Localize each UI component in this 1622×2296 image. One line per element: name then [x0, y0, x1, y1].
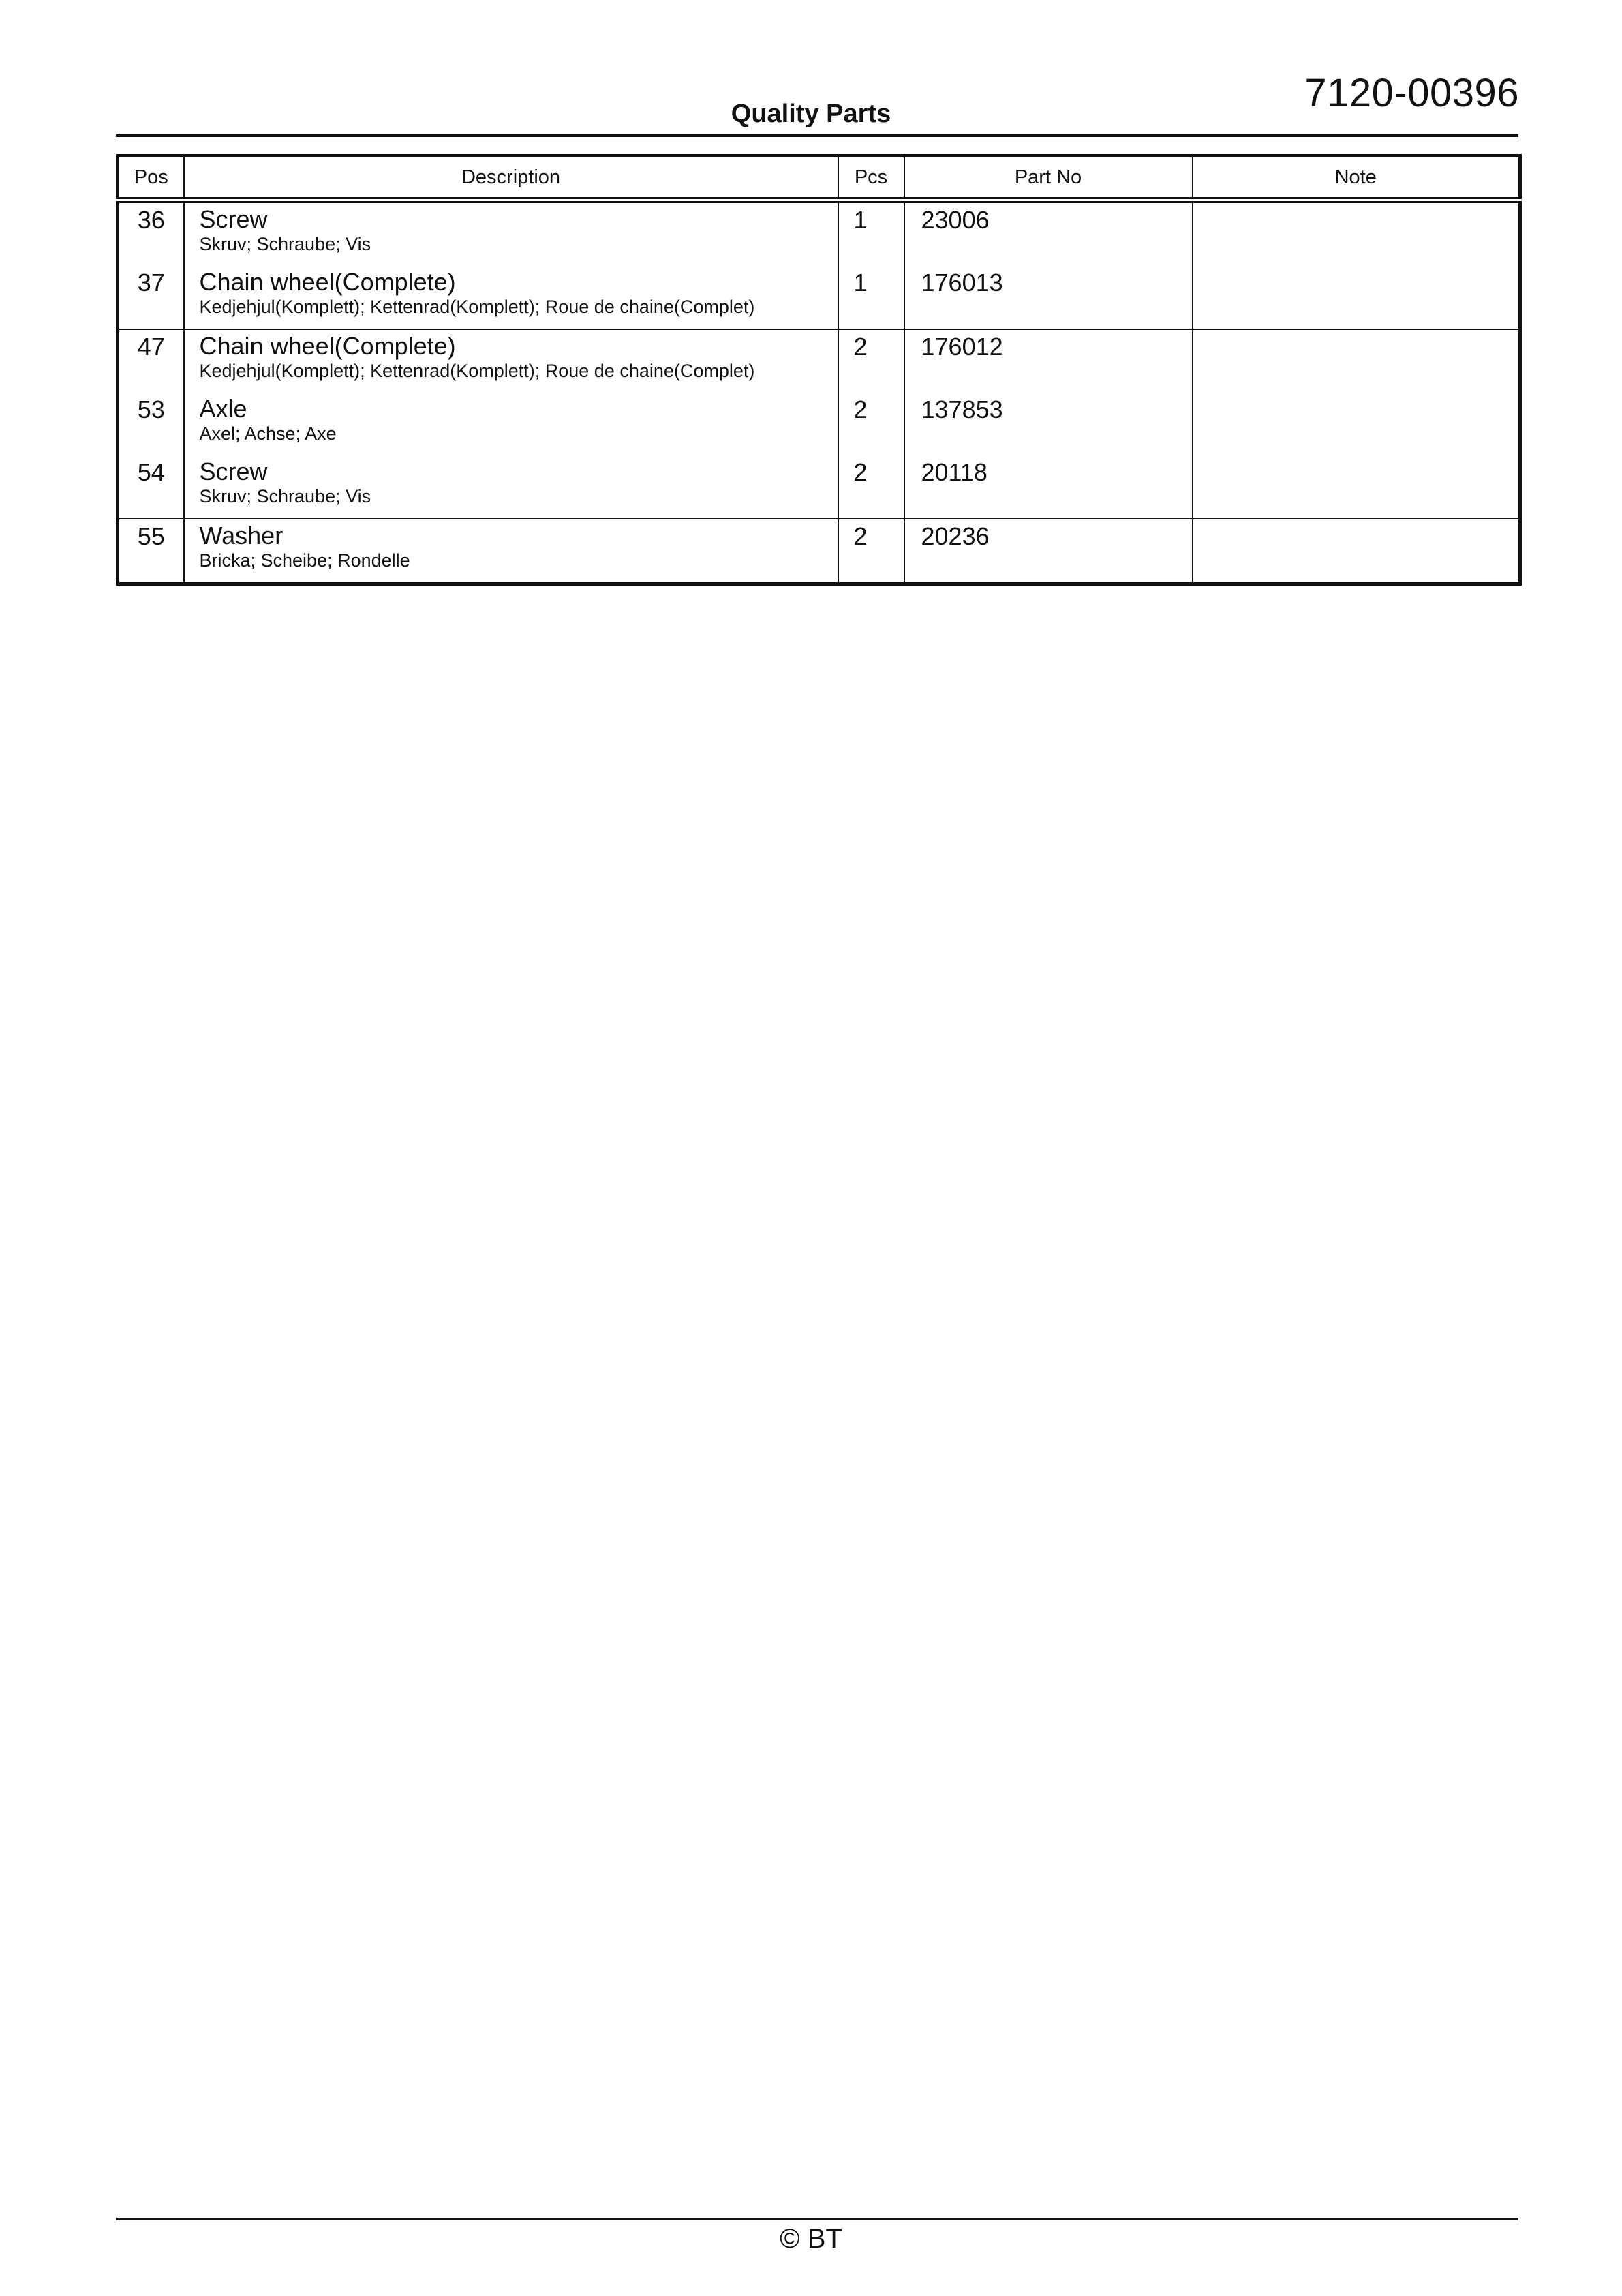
- cell-note: [1193, 519, 1520, 584]
- column-header-description: Description: [184, 156, 838, 200]
- cell-part-no: 176013: [904, 266, 1193, 329]
- cell-description: [184, 200, 838, 267]
- cell-pcs: 1: [838, 200, 904, 267]
- cell-description: [184, 519, 838, 584]
- cell-note: [1193, 200, 1520, 267]
- table-row: [118, 519, 1520, 584]
- page-title: Quality Parts: [731, 100, 891, 128]
- cell-description: [184, 455, 838, 519]
- cell-pos: 36: [118, 200, 184, 267]
- column-header-pcs: Pcs: [838, 156, 904, 200]
- part-translations: Kedjehjul(Komplett); Kettenrad(Komplett); Roue de chaine(Complet): [199, 297, 755, 317]
- cell-part-no: 20118: [904, 455, 1193, 519]
- column-header-part-no: Part No: [904, 156, 1193, 200]
- table-row: [118, 200, 1520, 267]
- part-name: Screw: [199, 457, 268, 485]
- part-translations: Axel; Achse; Axe: [199, 423, 337, 444]
- table-row: [118, 266, 1520, 329]
- cell-pcs: 2: [838, 393, 904, 455]
- cell-description: [184, 329, 838, 393]
- part-name: Screw: [199, 205, 268, 233]
- cell-pos: 55: [118, 519, 184, 584]
- footer-divider: [116, 2218, 1518, 2220]
- cell-part-no: 20236: [904, 519, 1193, 584]
- part-translations: Skruv; Schraube; Vis: [199, 234, 371, 254]
- part-translations: Skruv; Schraube; Vis: [199, 486, 371, 507]
- table-row: [118, 455, 1520, 519]
- cell-note: [1193, 455, 1520, 519]
- cell-pos: 37: [118, 266, 184, 329]
- cell-note: [1193, 329, 1520, 393]
- part-name: Chain wheel(Complete): [199, 332, 456, 360]
- table-group: [118, 200, 1520, 330]
- cell-pcs: 1: [838, 266, 904, 329]
- cell-note: [1193, 393, 1520, 455]
- part-translations: Kedjehjul(Komplett); Kettenrad(Komplett); Roue de chaine(Complet): [199, 361, 755, 381]
- part-name: Chain wheel(Complete): [199, 268, 456, 296]
- cell-pos: 54: [118, 455, 184, 519]
- cell-part-no: 23006: [904, 200, 1193, 267]
- cell-pos: 53: [118, 393, 184, 455]
- table-row: [118, 393, 1520, 455]
- table-group: [118, 519, 1520, 584]
- part-translations: Bricka; Scheibe; Rondelle: [199, 550, 410, 571]
- table-header: [118, 156, 1520, 200]
- part-name: Axle: [199, 395, 247, 423]
- column-header-pos: Pos: [118, 156, 184, 200]
- header-divider: [116, 134, 1518, 137]
- cell-part-no: 137853: [904, 393, 1193, 455]
- cell-pcs: 2: [838, 329, 904, 393]
- cell-pcs: 2: [838, 455, 904, 519]
- cell-description: [184, 266, 838, 329]
- parts-table: [116, 154, 1522, 586]
- cell-description: [184, 393, 838, 455]
- cell-part-no: 176012: [904, 329, 1193, 393]
- cell-note: [1193, 266, 1520, 329]
- copyright-notice: © BT: [780, 2224, 842, 2254]
- column-header-note: Note: [1193, 156, 1520, 200]
- table-row: [118, 329, 1520, 393]
- cell-pos: 47: [118, 329, 184, 393]
- document-number: 7120-00396: [1304, 71, 1519, 115]
- table-group: [118, 329, 1520, 519]
- part-name: Washer: [199, 522, 284, 549]
- cell-pcs: 2: [838, 519, 904, 584]
